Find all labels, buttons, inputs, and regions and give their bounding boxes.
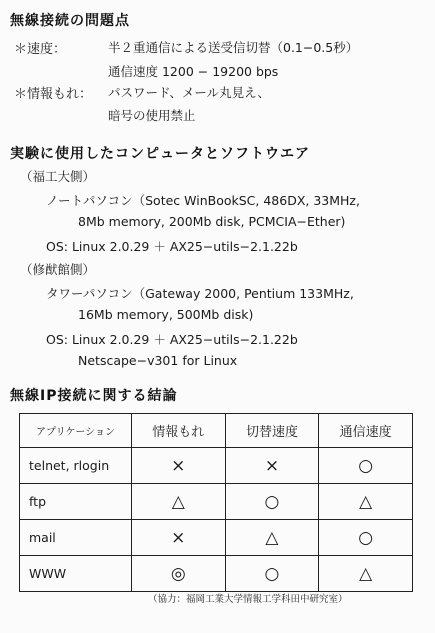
- switch-rating-cell: △: [225, 520, 319, 556]
- shuyukan-line-3: OS: Linux 2.0.29 ＋ AX25−utils−2.1.22b: [46, 332, 298, 347]
- table-row: [20, 556, 413, 592]
- fukudai-line-2: 8Mb memory, 200Mb disk, PCMCIA−Ether): [78, 214, 346, 229]
- table-header-row: [20, 414, 413, 448]
- speed-line-2: 通信速度 1200 − 19200 bps: [108, 64, 279, 79]
- column-header-application: アプリケーション: [20, 414, 132, 448]
- speed-rating-cell: △: [319, 484, 413, 520]
- switch-rating-cell: ○: [225, 484, 319, 520]
- shuyukan-line-4: Netscape−v301 for Linux: [78, 353, 238, 368]
- credit-note: （協力：福岡工業大学情報工学科田中研究室）: [148, 594, 348, 605]
- shuyukan-line-1: タワーパソコン（Gateway 2000, Pentium 133MHz,: [46, 286, 354, 301]
- column-header-leak: 情報もれ: [131, 414, 225, 448]
- fukudai-label: （福工大側）: [20, 169, 96, 184]
- leak-rating-cell: △: [131, 484, 225, 520]
- speed-label: ＊速度：: [14, 42, 67, 57]
- leak-rating-cell: ×: [131, 448, 225, 484]
- leak-label: ＊情報もれ：: [14, 87, 93, 102]
- column-header-switch: 切替速度: [225, 414, 319, 448]
- conclusion-table: [19, 413, 413, 592]
- switch-rating-cell: ○: [225, 556, 319, 592]
- leak-rating-cell: ×: [131, 520, 225, 556]
- shuyukan-line-2: 16Mb memory, 500Mb disk): [78, 307, 254, 322]
- fukudai-line-3: OS: Linux 2.0.29 ＋ AX25−utils−2.1.22b: [46, 239, 298, 254]
- speed-rating-cell: ○: [319, 448, 413, 484]
- app-name-cell: WWW: [20, 556, 132, 592]
- table-row: [20, 484, 413, 520]
- app-name-cell: telnet, rlogin: [20, 448, 132, 484]
- conclusion-heading: 無線IP接続に関する結論: [10, 388, 178, 404]
- app-name-cell: mail: [20, 520, 132, 556]
- speed-rating-cell: ○: [319, 520, 413, 556]
- equipment-heading: 実験に使用したコンピュータとソフトウエア: [10, 146, 310, 162]
- leak-rating-cell: ◎: [131, 556, 225, 592]
- leak-line-2: 暗号の使用禁止: [108, 108, 196, 123]
- speed-line-1: 半２重通信による送受信切替（0.1−0.5秒）: [108, 40, 359, 55]
- shuyukan-label: （修猷館側）: [20, 262, 96, 277]
- switch-rating-cell: ×: [225, 448, 319, 484]
- leak-line-1: パスワード、メール丸見え、: [108, 85, 270, 100]
- issues-heading: 無線接続の問題点: [10, 13, 130, 29]
- speed-rating-cell: △: [319, 556, 413, 592]
- app-name-cell: ftp: [20, 484, 132, 520]
- table-row: [20, 448, 413, 484]
- fukudai-line-1: ノートパソコン（Sotec WinBookSC, 486DX, 33MHz,: [46, 193, 360, 208]
- column-header-speed: 通信速度: [319, 414, 413, 448]
- table-row: [20, 520, 413, 556]
